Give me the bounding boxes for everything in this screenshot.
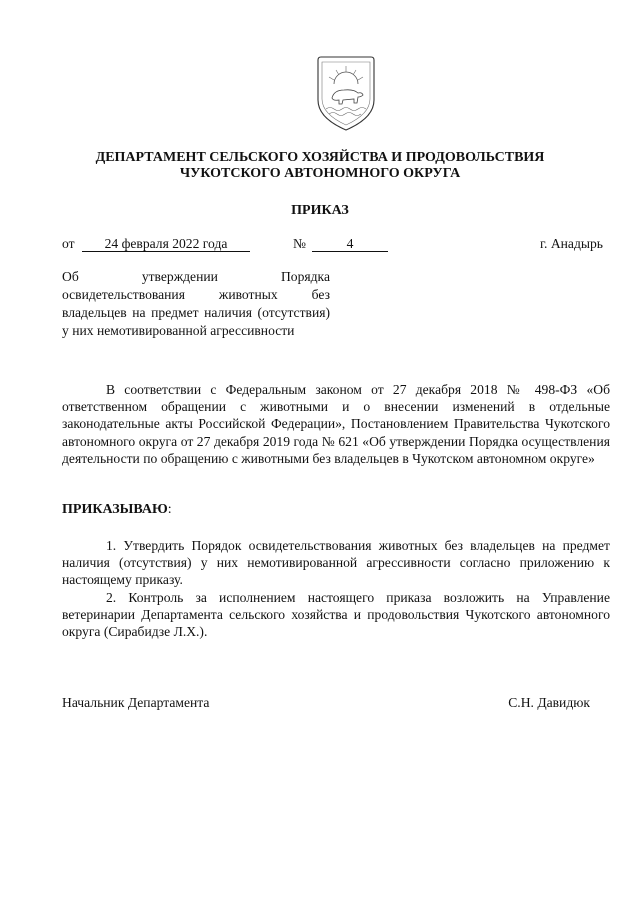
order-directive [62,501,172,518]
order-directive-word: ПРИКАЗЫВАЮ [62,502,168,517]
document-type-title: ПРИКАЗ [291,203,349,218]
order-city: г. Анадырь [539,236,603,251]
department-name [40,150,600,182]
order-point-1: 1. Утвердить Порядок освидетельствования животных без владельцев на предмет наличия (отсутствия) у них немотивированной агрессивности согласно приложению к настоящему приказу. [62,538,610,588]
order-point-2: 2. Контроль за исполнением настоящего приказа возложить на Управление ветеринарии Департамента сельского хозяйства и продовольствия Чукотского автономного округа (Сирабидзе Л.Х.). [62,589,610,640]
date-prefix: от [62,236,75,251]
department-name-line2: ЧУКОТСКОГО АВТОНОМНОГО ОКРУГА [179,166,461,181]
signatory-position: Начальник Департамента [62,695,210,710]
order-subject: Об утверждении Порядка освидетельствования животных без владельцев на предмет наличия (отсутствия) у них немотивированной агрессивности [62,269,330,338]
order-points [62,537,610,640]
coat-of-arms-icon [314,54,378,134]
order-number: 4 [312,235,388,252]
signatory-name: С.Н. Давидюк [508,695,590,710]
order-date: 24 февраля 2022 года [82,235,250,252]
preamble-paragraph: В соответствии с Федеральным законом от 27 декабря 2018 № 498-ФЗ «Об ответственном обращении с животными и о внесении изменений в отдельные законодательные акты Российской Федерации», Постановлением Правительства Чукотского автономного округа от 27 декабря 2019 года № 621 «Об утверждении Порядка осуществления деятельности по обращению с животными без владельцев в Чукотском автономном округе» [62,382,610,466]
department-name-line1: ДЕПАРТАМЕНТ СЕЛЬСКОГО ХОЗЯЙСТВА И ПРОДОВОЛЬСТВИЯ [95,150,545,165]
order-directive-colon: : [167,502,172,517]
order-meta-line [62,235,603,255]
number-sign: № [293,236,306,251]
